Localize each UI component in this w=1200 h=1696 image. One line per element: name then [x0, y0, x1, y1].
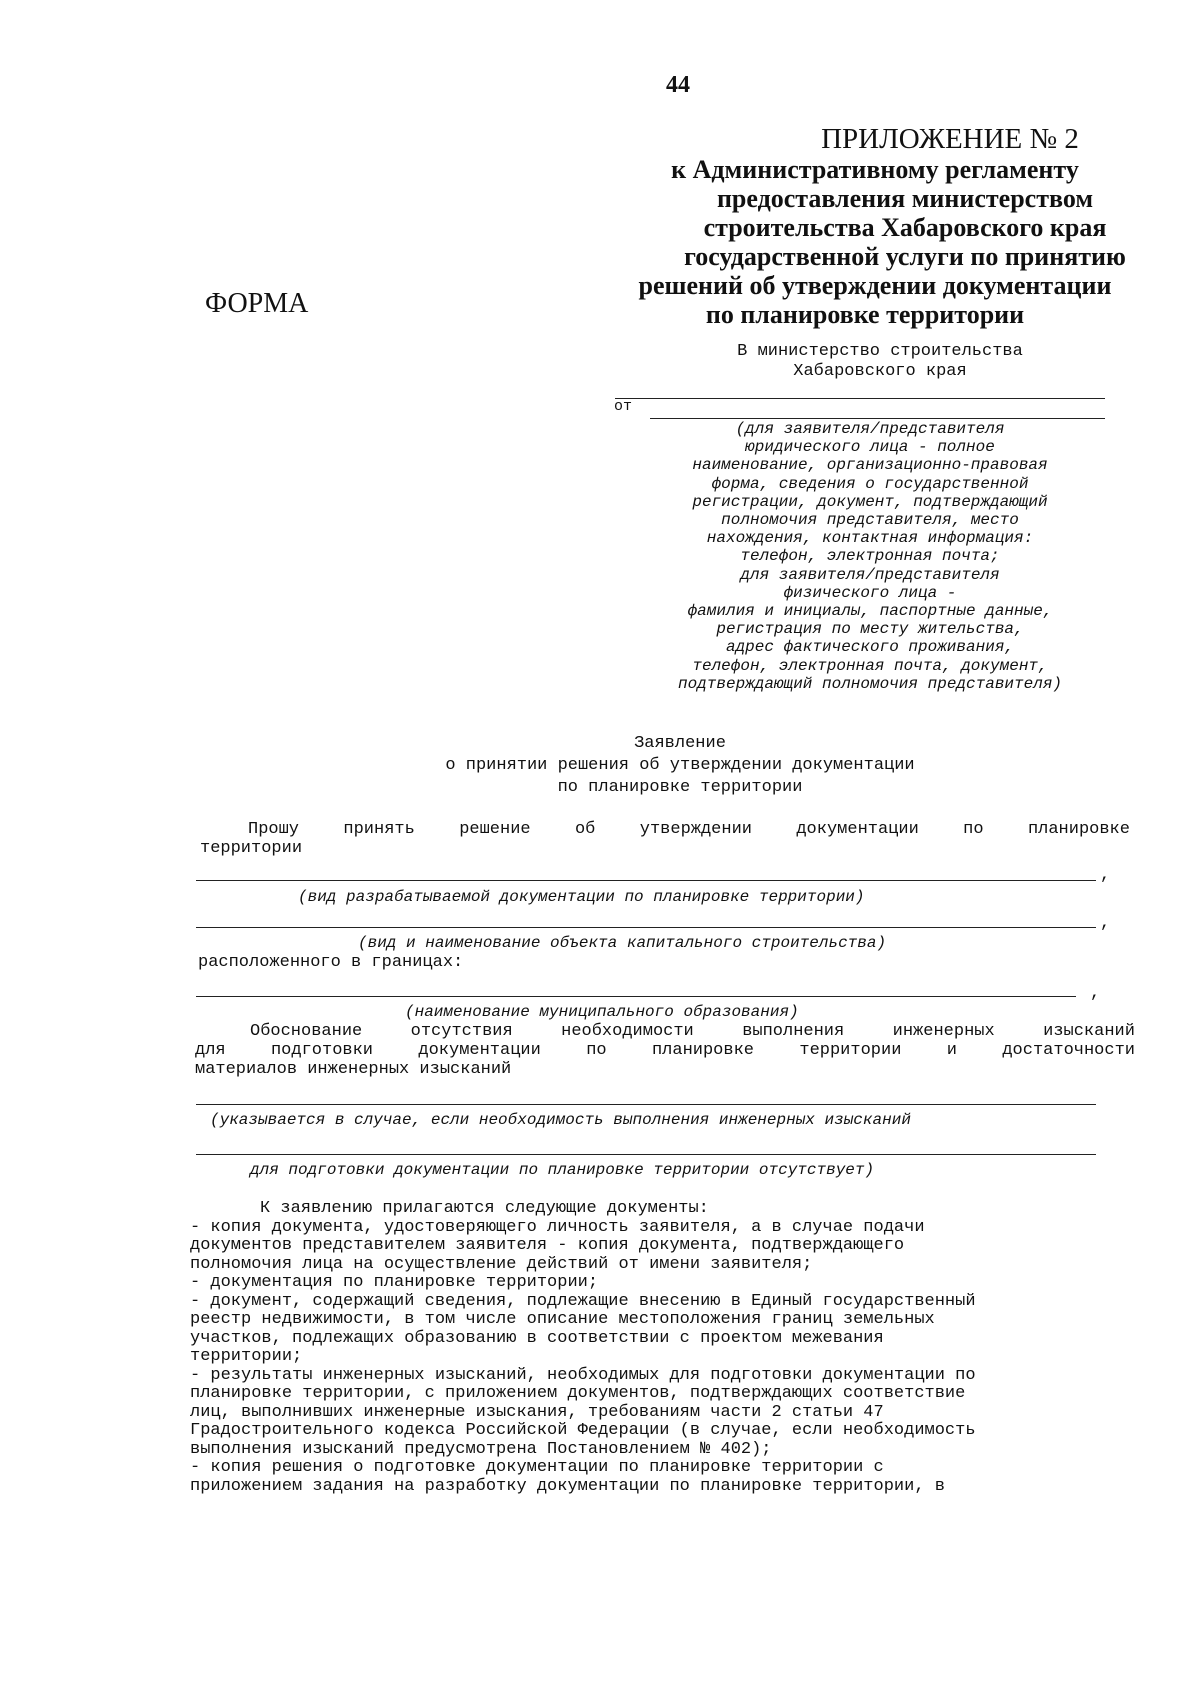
attachments-intro: К заявлению прилагаются следующие документы: [260, 1199, 709, 1218]
addressee-line: В министерство строительства [737, 342, 1023, 361]
from-label: от [614, 398, 633, 415]
justification-word: отсутствия [410, 1022, 513, 1041]
hint-line: (для заявителя/представителя [735, 420, 1005, 438]
addressee-line: Хабаровского края [793, 362, 967, 381]
justification-word: планировке [651, 1041, 754, 1060]
hint-line: регистрация по месту жительства, [716, 620, 1024, 639]
hint-line: физического лица - [783, 583, 957, 602]
from-blank-line [650, 418, 1105, 419]
justification-word: Обоснование [250, 1022, 363, 1041]
hint-line: телефон, электронная почта; [740, 547, 1000, 566]
applicant-hint [630, 420, 1110, 693]
from-blank-line [615, 398, 1105, 399]
request-word: планировке [1027, 820, 1130, 839]
attachment-line: - документ, содержащий сведения, подлежащие внесению в Единый государственный [190, 1291, 976, 1311]
attachment-line: - документация по планировке территории; [190, 1273, 599, 1292]
justification-line: материалов инженерных изысканий [195, 1060, 512, 1079]
justification-paragraph [195, 1022, 1135, 1079]
justification-line [195, 1041, 1135, 1060]
request-word: утверждении [639, 820, 752, 839]
attachment-line: планировке территории, с приложением документов, подтверждающих соответствие [190, 1384, 966, 1403]
request-word: решение [459, 820, 531, 839]
justification-word: территории [799, 1041, 902, 1060]
attachment-line: территории; [190, 1347, 303, 1366]
statement-subtitle: по планировке территории [557, 778, 803, 797]
doc-type-hint: (вид разрабатываемой документации по планировке территории) [298, 888, 865, 906]
hint-line: юридического лица - полное [745, 438, 995, 457]
attachment-item [190, 1293, 1135, 1367]
justification-hint: для подготовки документации по планировке территории отсутствует) [250, 1161, 875, 1179]
municipality-hint: (наименование муниципального образования) [405, 1003, 799, 1021]
hint-line: адрес фактического проживания, [725, 638, 1015, 657]
justification-word: изысканий [1043, 1022, 1135, 1041]
municipality-blank[interactable] [196, 996, 1076, 997]
attachment-item [190, 1274, 1135, 1293]
attachment-line: - результаты инженерных изысканий, необходимых для подготовки документации по [190, 1365, 976, 1385]
justification-word: по [586, 1041, 607, 1060]
justification-word: и [946, 1041, 957, 1060]
request-line [200, 820, 1130, 839]
justification-blank[interactable] [196, 1104, 1096, 1105]
hint-line: наименование, организационно-правовая [692, 456, 1048, 475]
comma: , [1090, 984, 1101, 1003]
justification-blank[interactable] [196, 1154, 1096, 1155]
appendix-heading: ПРИЛОЖЕНИЕ № 2 [821, 123, 1079, 155]
justification-hint: (указывается в случае, если необходимость выполнения инженерных изысканий [210, 1111, 911, 1129]
request-word: документации [796, 820, 919, 839]
attachment-line: Градостроительного кодекса Российской Федерации (в случае, если необходимость [190, 1421, 976, 1440]
page-number: 44 [666, 72, 690, 98]
hint-line: регистрации, документ, подтверждающий [692, 492, 1048, 511]
justification-word: достаточности [1002, 1041, 1135, 1060]
hint-line: нахождения, контактная информация: [706, 529, 1034, 548]
justification-line [195, 1022, 1135, 1041]
justification-word: подготовки [270, 1041, 374, 1060]
hint-line: форма, сведения о государственной [711, 474, 1029, 493]
statement-title: Заявление [634, 734, 726, 753]
attachment-line: выполнения изысканий предусмотрена Постановлением № 402); [190, 1439, 772, 1459]
object-blank[interactable] [196, 927, 1096, 928]
appendix-line: по планировке территории [705, 300, 1025, 329]
appendix-line: к Административному регламенту [671, 155, 1079, 184]
justification-word: выполнения [742, 1022, 845, 1041]
located-in-label: расположенного в границах: [198, 953, 464, 972]
attachment-line: - копия документа, удостоверяющего личность заявителя, а в случае подачи [190, 1217, 925, 1237]
appendix-line: решений об утверждении документации [638, 271, 1112, 300]
addressee-block [680, 342, 1080, 382]
request-word: принять [343, 820, 415, 839]
comma: , [1100, 914, 1111, 933]
attachments-list [190, 1200, 1135, 1496]
attachment-line: лиц, выполнивших инженерные изыскания, требованиям части 2 статьи 47 [190, 1402, 884, 1422]
attachment-line: реестр недвижимости, в том числе описание местоположения границ земельных [190, 1310, 935, 1329]
request-word: Прошу [248, 820, 300, 839]
request-word: по [963, 820, 984, 839]
attachment-item [190, 1219, 1135, 1275]
attachment-line: документов представителем заявителя - копия документа, подтверждающего [190, 1236, 905, 1255]
appendix-header [640, 123, 1170, 329]
form-label: ФОРМА [205, 288, 309, 319]
hint-line: подтверждающий полномочия представителя) [677, 674, 1063, 693]
justification-word: для [195, 1041, 226, 1060]
comma: , [1100, 866, 1111, 885]
attachment-line: участков, подлежащих образованию в соответствии с проектом межевания [190, 1328, 884, 1348]
justification-word: инженерных [892, 1022, 995, 1041]
attachment-line: - копия решения о подготовке документации по планировке территории с [190, 1458, 884, 1477]
hint-line: для заявителя/представителя [740, 565, 1000, 584]
hint-line: телефон, электронная почта, документ, [692, 656, 1048, 675]
request-continuation: территории [200, 839, 303, 858]
statement-subtitle: о принятии решения об утверждении документации [445, 756, 915, 775]
attachment-line: полномочия лица на осуществление действий от имени заявителя; [190, 1254, 813, 1274]
request-word: об [574, 820, 596, 839]
attachment-item [190, 1367, 1135, 1460]
hint-line: фамилия и инициалы, паспортные данные, [687, 602, 1053, 621]
appendix-line: строительства Хабаровского края [703, 213, 1107, 242]
appendix-line: предоставления министерством [716, 184, 1094, 213]
appendix-line: государственной услуги по принятию [684, 242, 1126, 271]
justification-word: документации [418, 1041, 541, 1060]
doc-type-blank[interactable] [196, 880, 1096, 881]
request-paragraph [200, 820, 1130, 858]
statement-title-block [380, 733, 980, 799]
justification-word: необходимости [561, 1022, 694, 1041]
attachment-line: приложением задания на разработку документации по планировке территории, в [190, 1476, 945, 1496]
hint-line: полномочия представителя, место [721, 511, 1019, 530]
object-hint: (вид и наименование объекта капитального строительства) [358, 934, 887, 952]
attachment-item [190, 1459, 1135, 1496]
